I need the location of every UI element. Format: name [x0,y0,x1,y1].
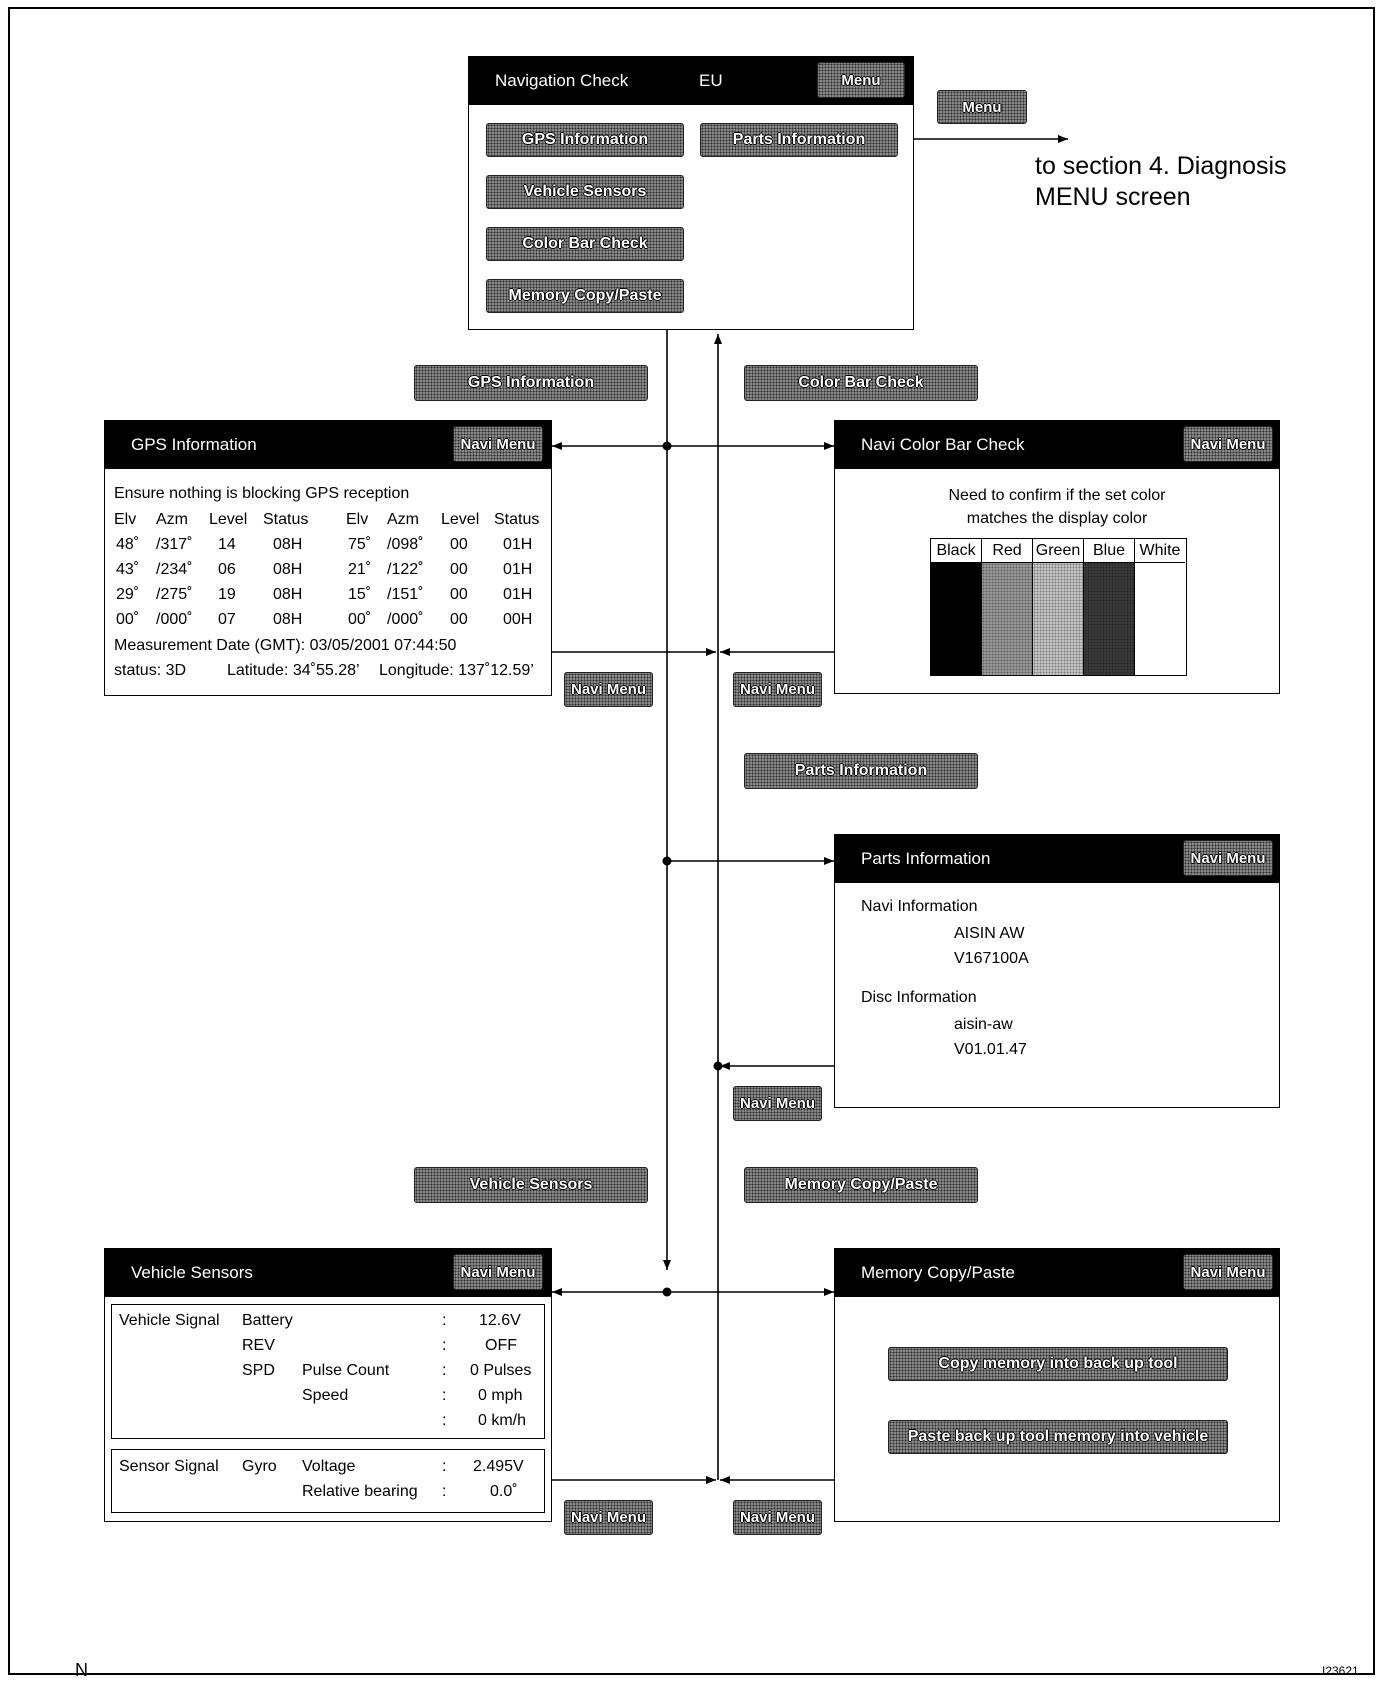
navi-menu-button[interactable]: Navi Menu [1183,1254,1273,1290]
parts-transition-label: Parts Information [744,753,978,789]
copy-memory-button[interactable]: Copy memory into back up tool [888,1347,1228,1381]
column-header: Status [263,511,309,528]
memory-copy-paste-screen [834,1248,1280,1522]
table-cell: 29˚ [116,586,140,603]
color-swatch-red [982,563,1033,675]
table-cell: /000˚ [387,611,424,628]
screen-title: GPS Information [131,435,257,454]
battery-value: 12.6V [479,1312,521,1329]
vehicle-transition-label: Vehicle Sensors [414,1167,648,1203]
sensor-signal-label: Sensor Signal [119,1458,219,1475]
colon: : [442,1387,447,1404]
table-cell: 00 [450,561,468,578]
navi-menu-return-label: Navi Menu [564,672,653,707]
pulse-count-label: Pulse Count [302,1362,390,1379]
screen-title: Navigation Check [495,71,629,90]
colon: : [442,1412,447,1429]
rev-label: REV [242,1337,275,1354]
color-label-red: Red [982,539,1033,563]
spd-label: SPD [242,1362,275,1379]
region-label: EU [699,71,723,90]
screen-header [469,57,913,105]
memory-copy-paste-button[interactable]: Memory Copy/Paste [486,279,684,313]
table-cell: 08H [273,586,303,603]
screen-header [105,421,551,469]
navi-menu-return-label: Navi Menu [733,1500,822,1535]
screen-header [835,835,1279,883]
table-cell: /000˚ [156,611,193,628]
table-cell: 01H [503,586,533,603]
table-cell: 19 [218,586,236,603]
figure-id: I23621 [1322,1664,1359,1678]
screen-title: Vehicle Sensors [131,1263,253,1282]
menu-destination-line2: MENU screen [1035,183,1191,211]
table-cell: /151˚ [387,586,424,603]
color-label-white: White [1135,539,1185,563]
colon: : [442,1483,447,1500]
table-cell: /122˚ [387,561,424,578]
gps-status: status: 3D [114,662,187,679]
navigation-check-screen [468,56,914,330]
color-instruction-line1: Need to confirm if the set color [948,487,1166,504]
navi-menu-return-label: Navi Menu [733,1086,822,1121]
color-label-black: Black [931,539,982,563]
vehicle-signal-label: Vehicle Signal [119,1312,220,1329]
column-header: Elv [114,511,137,528]
table-cell: 14 [218,536,236,553]
gps-information-screen [104,420,552,696]
table-cell: 21˚ [348,561,372,578]
color-label-blue: Blue [1084,539,1135,563]
table-cell: /234˚ [156,561,193,578]
gps-information-button[interactable]: GPS Information [486,123,684,157]
column-header: Azm [387,511,419,528]
navi-menu-button[interactable]: Navi Menu [1183,840,1273,876]
column-header: Level [209,511,248,528]
column-header: Level [441,511,480,528]
navi-menu-button[interactable]: Navi Menu [453,426,543,462]
vehicle-sensors-screen [104,1248,552,1522]
measurement-date: Measurement Date (GMT): 03/05/2001 07:44:50 [114,637,457,654]
table-cell: 00 [450,586,468,603]
navi-version: V167100A [954,950,1029,967]
color-bar-check-screen [834,420,1280,694]
voltage-value: 2.495V [473,1458,524,1475]
gps-latitude: Latitude: 34˚55.28’ [227,662,360,679]
relative-bearing-value: 0.0˚ [490,1483,518,1500]
menu-transition-label: Menu [937,90,1027,124]
parts-information-button[interactable]: Parts Information [700,123,898,157]
navi-menu-button[interactable]: Navi Menu [1183,426,1273,462]
menu-button[interactable]: Menu [817,62,905,98]
speed-mph-value: 0 mph [478,1387,523,1404]
table-cell: 00 [450,536,468,553]
memory-transition-label: Memory Copy/Paste [744,1167,978,1203]
column-header: Azm [156,511,188,528]
table-cell: 00H [503,611,533,628]
relative-bearing-label: Relative bearing [302,1483,418,1500]
navi-menu-return-label: Navi Menu [733,672,822,707]
color-bar-grid [930,538,1187,676]
color-swatch-green [1033,563,1084,675]
table-cell: /098˚ [387,536,424,553]
table-cell: 07 [218,611,236,628]
voltage-label: Voltage [302,1458,356,1475]
screen-header [835,1249,1279,1297]
table-cell: 00˚ [348,611,372,628]
color-bar-transition-label: Color Bar Check [744,365,978,401]
vehicle-sensors-button[interactable]: Vehicle Sensors [486,175,684,209]
colon: : [442,1312,447,1329]
color-label-green: Green [1033,539,1084,563]
vehicle-signal-group [111,1304,545,1439]
navi-maker: AISIN AW [954,925,1025,942]
table-cell: /275˚ [156,586,193,603]
table-cell: 75˚ [348,536,372,553]
parts-information-screen [834,834,1280,1108]
menu-destination-line1: to section 4. Diagnosis [1035,152,1287,180]
navi-menu-return-label: Navi Menu [564,1500,653,1535]
footer-left-mark: N [75,1660,88,1680]
disc-version: V01.01.47 [954,1041,1027,1058]
gps-transition-label: GPS Information [414,365,648,401]
pulse-count-value: 0 Pulses [470,1362,532,1379]
color-instruction-line2: matches the display color [966,510,1148,527]
sensor-signal-group [111,1449,545,1513]
table-cell: 08H [273,536,303,553]
navi-information-heading: Navi Information [861,898,978,915]
battery-label: Battery [242,1312,293,1329]
colon: : [442,1362,447,1379]
color-swatch-white [1135,563,1185,675]
table-cell: 48˚ [116,536,140,553]
gyro-label: Gyro [242,1458,277,1475]
table-cell: 01H [503,561,533,578]
table-cell: 01H [503,536,533,553]
colon: : [442,1337,447,1354]
color-bar-check-button[interactable]: Color Bar Check [486,227,684,261]
paste-memory-button[interactable]: Paste back up tool memory into vehicle [888,1420,1228,1454]
screen-header [835,421,1279,469]
table-cell: 00 [450,611,468,628]
colon: : [442,1458,447,1475]
speed-label: Speed [302,1387,349,1404]
column-header: Status [494,511,540,528]
table-cell: /317˚ [156,536,193,553]
disc-maker: aisin-aw [954,1016,1013,1033]
speed-kmh-value: 0 km/h [478,1412,527,1429]
gps-notice: Ensure nothing is blocking GPS reception [114,485,410,502]
color-swatch-black [931,563,982,675]
gps-longitude: Longitude: 137˚12.59’ [379,662,534,679]
navi-menu-button[interactable]: Navi Menu [453,1254,543,1290]
rev-value: OFF [485,1337,517,1354]
screen-title: Navi Color Bar Check [861,435,1025,454]
table-cell: 08H [273,561,303,578]
table-cell: 43˚ [116,561,140,578]
screen-header [105,1249,551,1297]
screen-title: Memory Copy/Paste [861,1263,1015,1282]
table-cell: 06 [218,561,236,578]
table-cell: 15˚ [348,586,372,603]
screen-title: Parts Information [861,849,991,868]
disc-information-heading: Disc Information [861,989,977,1006]
column-header: Elv [346,511,369,528]
color-swatch-blue [1084,563,1135,675]
table-cell: 00˚ [116,611,140,628]
table-cell: 08H [273,611,303,628]
